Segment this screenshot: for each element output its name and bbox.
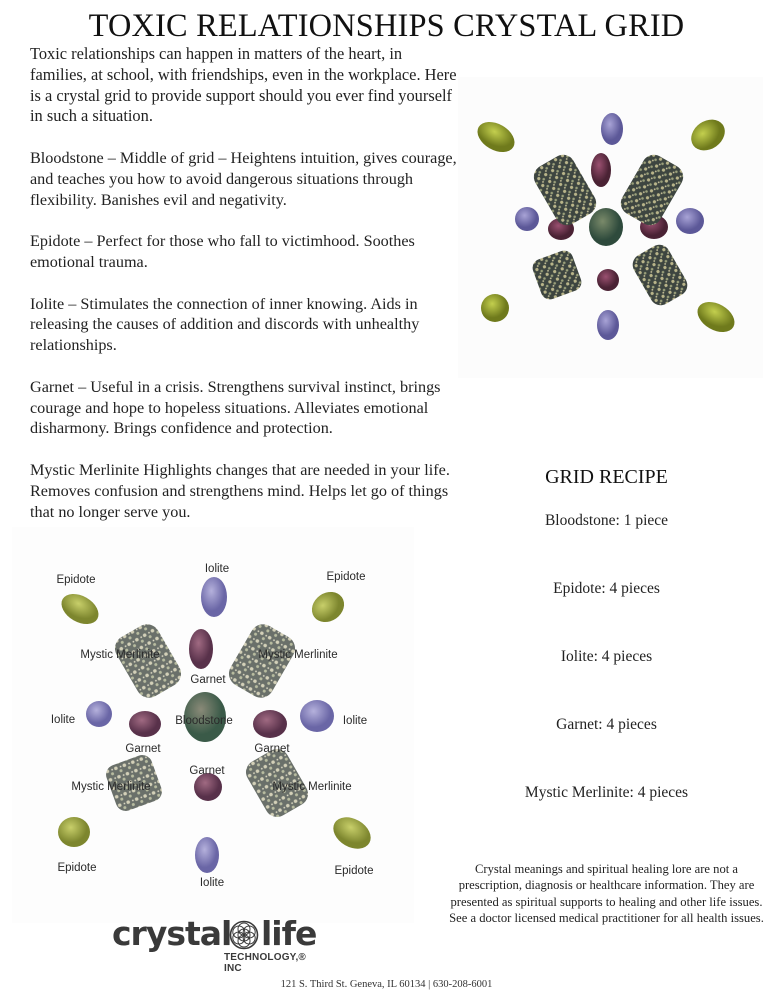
crystal-description-iolite: Iolite – Stimulates the connection of inner knowing. Aids in releasing the causes of addition and discords with unhealthy relationships. bbox=[30, 294, 420, 355]
crystal-grid-photo bbox=[458, 77, 763, 378]
grid-label-garnet-left: Garnet bbox=[125, 743, 161, 755]
grid-label-iolite-right: Iolite bbox=[342, 715, 368, 727]
page-title: TOXIC RELATIONSHIPS CRYSTAL GRID bbox=[88, 8, 685, 44]
recipe-item-iolite: Iolite: 4 pieces bbox=[560, 648, 653, 665]
logo-word-crystal: crystal bbox=[112, 914, 232, 953]
grid-label-merlinite-top-left: Mystic Merlinite bbox=[80, 649, 160, 661]
crystal-description-garnet: Garnet – Useful in a crisis. Strengthens survival instinct, brings courage and hope to hopeless situations. Alleviates emotional disharmony. Brings confidence and protection. bbox=[30, 377, 441, 438]
recipe-item-garnet: Garnet: 4 pieces bbox=[556, 716, 657, 733]
disclaimer: Crystal meanings and spiritual healing lore are not a prescription, diagnosis or healthcare information. They are presented as spiritual supports to healing and other life issues. See a doctor licensed medical practitioner for all health issues. bbox=[449, 862, 764, 925]
labeled-crystal-grid bbox=[12, 527, 414, 923]
grid-label-epidote-top-left: Epidote bbox=[56, 574, 96, 586]
crystal-description-epidote: Epidote – Perfect for those who fall to victimhood. Soothes emotional trauma. bbox=[30, 232, 415, 271]
grid-recipe bbox=[440, 463, 773, 801]
footer-address: 121 S. Third St. Geneva, IL 60134 | 630-208-6001 bbox=[280, 979, 493, 990]
grid-label-iolite-bottom: Iolite bbox=[199, 877, 225, 889]
grid-label-epidote-top-right: Epidote bbox=[326, 571, 366, 583]
description-column bbox=[30, 44, 460, 543]
recipe-item-epidote: Epidote: 4 pieces bbox=[553, 580, 660, 597]
recipe-heading: GRID RECIPE bbox=[545, 466, 668, 488]
grid-label-garnet-right: Garnet bbox=[254, 743, 290, 755]
grid-label-epidote-bottom-left: Epidote bbox=[57, 862, 97, 874]
recipe-item-bloodstone: Bloodstone: 1 piece bbox=[544, 512, 669, 529]
logo-subtitle: TECHNOLOGY,® INC bbox=[224, 952, 306, 974]
grid-label-iolite-top: Iolite bbox=[204, 563, 230, 575]
crystal-grid-image bbox=[458, 77, 763, 378]
grid-label-garnet-bottom: Garnet bbox=[189, 765, 225, 777]
crystal-description-bloodstone: Bloodstone – Middle of grid – Heightens intuition, gives courage, and teaches you how to avoid dangerous situations through flexibility. Banishes evil and negativity. bbox=[30, 148, 457, 209]
flower-of-life-icon bbox=[229, 920, 259, 950]
company-logo bbox=[112, 914, 322, 974]
grid-label-merlinite-top-right: Mystic Merlinite bbox=[258, 649, 338, 661]
grid-label-merlinite-bottom-right: Mystic Merlinite bbox=[272, 781, 352, 793]
grid-label-iolite-left: Iolite bbox=[50, 714, 76, 726]
grid-label-garnet-top: Garnet bbox=[190, 674, 226, 686]
grid-label-bloodstone: Bloodstone bbox=[175, 715, 233, 727]
recipe-item-mystic-merlinite: Mystic Merlinite: 4 pieces bbox=[524, 784, 689, 801]
grid-label-epidote-bottom-right: Epidote bbox=[334, 865, 374, 877]
logo-word-life: life bbox=[261, 914, 317, 953]
intro-paragraph: Toxic relationships can happen in matters of the heart, in families, at school, with friendships, even in the workplace. Here is a crystal grid to provide support should you ever find yourself in such a situation. bbox=[30, 44, 457, 126]
grid-label-merlinite-bottom-left: Mystic Merlinite bbox=[71, 781, 151, 793]
crystal-description-mystic-merlinite: Mystic Merlinite Highlights changes that are needed in your life. Removes confusion and strengthens mind. Helps let go of things that no longer serve you. bbox=[30, 460, 450, 521]
